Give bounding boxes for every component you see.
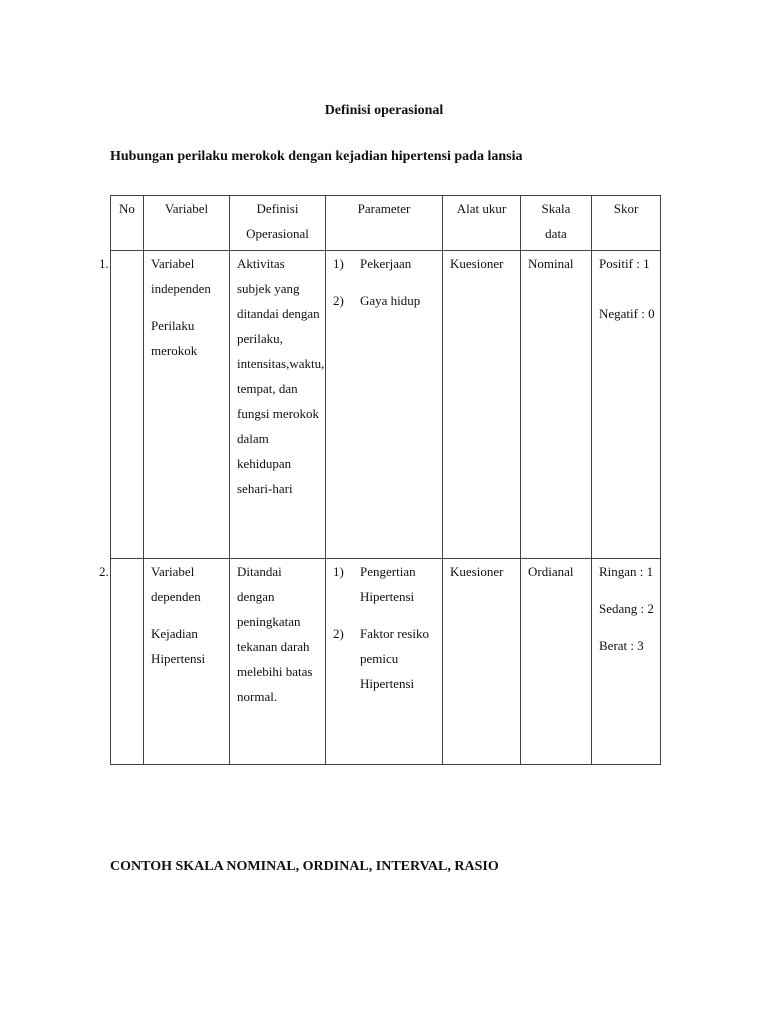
variabel-cell: [144, 559, 230, 765]
variabel-type: Variabel independen: [151, 256, 211, 296]
document-subtitle: Hubungan perilaku merokok dengan kejadian hipertensi pada lansia: [110, 149, 523, 164]
table-row: [111, 251, 661, 559]
parameter-number: 2): [333, 293, 344, 308]
skor-cell: [592, 559, 661, 765]
parameter-text: Pengertian Hipertensi: [360, 564, 416, 604]
definisi-cell: Aktivitas subjek yang ditandai dengan perilaku, intensitas,waktu, tempat, dan fungsi merokok dalam kehidupan sehari-hari: [230, 251, 326, 559]
header-skor: Skor: [592, 196, 661, 251]
header-definisi-line1: Definisi: [256, 201, 299, 216]
parameter-number: 2): [333, 626, 344, 641]
header-alat-ukur: Alat ukur: [443, 196, 521, 251]
definition-table: [99, 195, 661, 765]
skor-item: Positif : 1: [599, 256, 650, 271]
section-heading: CONTOH SKALA NOMINAL, ORDINAL, INTERVAL, RASIO: [110, 859, 499, 874]
page-title: Definisi operasional: [324, 103, 444, 118]
parameter-list: [333, 559, 438, 696]
skala-cell: Ordianal: [521, 559, 592, 765]
header-parameter: Parameter: [326, 196, 443, 251]
header-definisi-line2: Operasional: [246, 226, 309, 241]
skor-item: Sedang : 2: [599, 601, 654, 616]
parameter-number: 1): [333, 564, 344, 579]
row-number: 2.: [99, 564, 109, 579]
header-no: No: [111, 196, 144, 251]
header-skala: [521, 196, 592, 251]
skor-item: Berat : 3: [599, 638, 644, 653]
variabel-type: Variabel dependen: [151, 564, 201, 604]
parameter-text: Faktor resiko pemicu Hipertensi: [360, 626, 429, 691]
header-skala-line2: data: [545, 226, 567, 241]
skala-cell: Nominal: [521, 251, 592, 559]
parameter-cell: [326, 251, 443, 559]
list-item: [333, 288, 438, 313]
header-variabel: Variabel: [144, 196, 230, 251]
parameter-number: 1): [333, 256, 344, 271]
parameter-cell: [326, 559, 443, 765]
variabel-name: Kejadian Hipertensi: [151, 626, 206, 666]
alat-ukur-cell: Kuesioner: [443, 559, 521, 765]
parameter-list: [333, 251, 438, 313]
skor-item: Negatif : 0: [599, 306, 655, 321]
table-row: [111, 559, 661, 765]
list-item: [333, 559, 438, 609]
header-definisi: [230, 196, 326, 251]
alat-ukur-cell: Kuesioner: [443, 251, 521, 559]
row-number-cell: [99, 559, 144, 765]
skor-cell: [592, 251, 661, 559]
skor-item: Ringan : 1: [599, 564, 654, 579]
parameter-text: Pekerjaan: [360, 256, 412, 271]
variabel-name: Perilaku merokok: [151, 318, 198, 358]
row-number: 1.: [99, 256, 109, 271]
header-skala-line1: Skala: [541, 201, 571, 216]
definisi-cell: Ditandai dengan peningkatan tekanan darah melebihi batas normal.: [230, 559, 326, 765]
parameter-text: Gaya hidup: [360, 293, 421, 308]
list-item: [333, 251, 438, 276]
table-header-row: [111, 196, 661, 251]
variabel-cell: [144, 251, 230, 559]
list-item: [333, 621, 438, 696]
row-number-cell: [99, 251, 144, 559]
